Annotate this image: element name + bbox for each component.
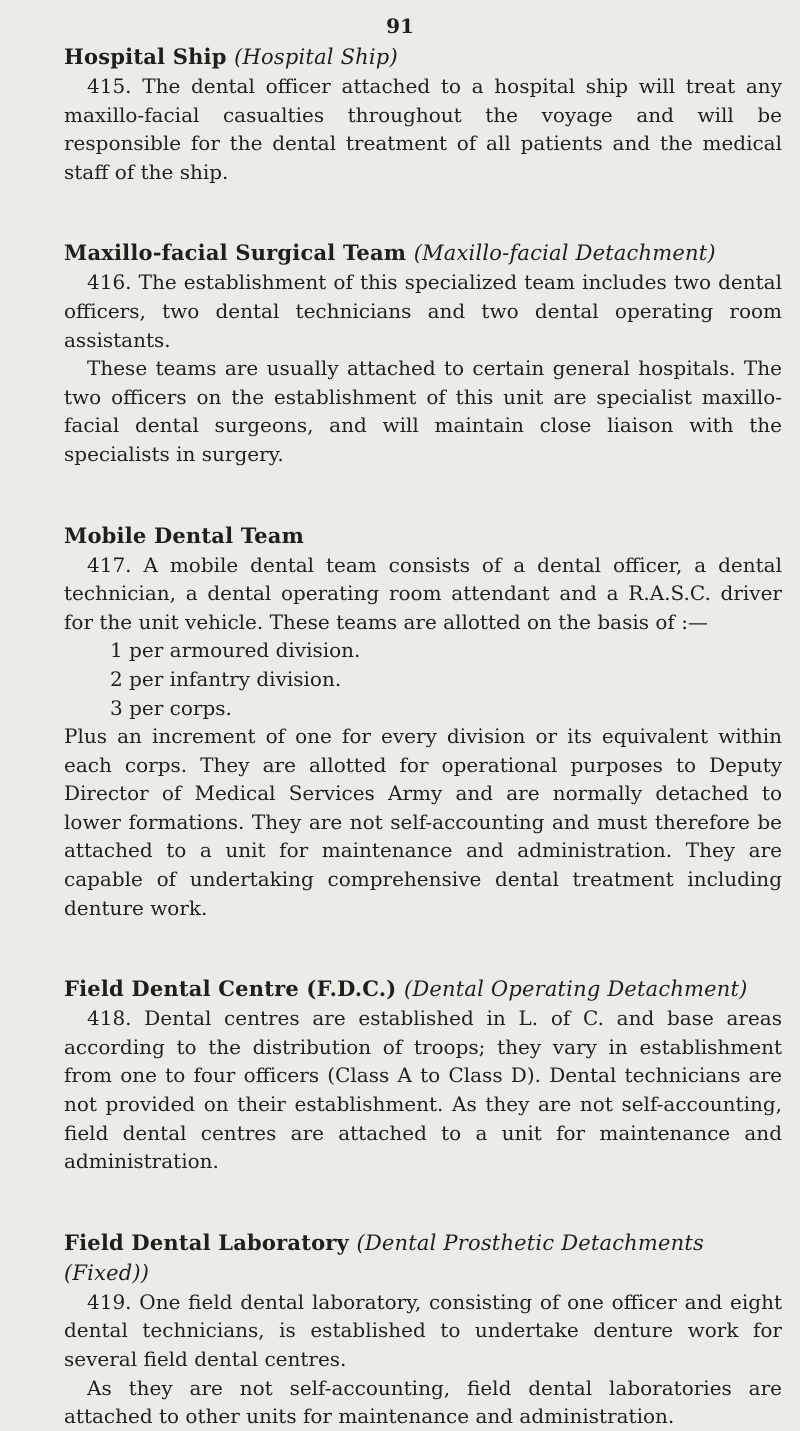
section-field-dental-centre — [64, 974, 782, 1176]
section-subtitle: (Dental Prosthetic Detachments (Fixed)) — [64, 1230, 704, 1285]
page-number: 91 — [386, 14, 414, 38]
paragraph: 417. A mobile dental team consists of a dental officer, a dental technician, a dental operating room attendant and a R.A.S.C. driver for the unit vehicle. These teams are allotted on the basis of :— — [64, 552, 782, 634]
section-title: Field Dental Laboratory — [64, 1229, 349, 1255]
section-hospital-ship — [64, 42, 782, 186]
section-heading — [64, 521, 782, 551]
list-item: 3 per corps. — [110, 695, 232, 720]
list-item: 2 per infantry division. — [110, 666, 342, 691]
paragraph: These teams are usually attached to certain general hospitals. The two officers on the establishment of this unit are specialist maxillo-facial dental surgeons, and will maintain close liaison with the specialists in surgery. — [64, 356, 782, 466]
list-item: 1 per armoured division. — [110, 638, 361, 663]
paragraph: 416. The establishment of this specialized team includes two dental officers, two dental technicians and two dental operating room assistants. — [64, 270, 782, 352]
section-heading — [64, 1228, 782, 1288]
paragraph: 415. The dental officer attached to a hospital ship will treat any maxillo-facial casualties throughout the voyage and will be responsible for the dental treatment of all patients and the medical staff of the ship. — [64, 74, 782, 184]
paragraph: As they are not self-accounting, field dental laboratories are attached to other units for maintenance and administration. — [64, 1375, 782, 1429]
document-body — [64, 42, 782, 1431]
section-field-dental-laboratory — [64, 1228, 782, 1431]
section-title: Hospital Ship — [64, 44, 227, 69]
paragraph: 419. One field dental laboratory, consisting of one officer and eight dental technicians, is established to undertake denture work for several field dental centres. — [64, 1289, 782, 1371]
paragraph: Plus an increment of one for every division or its equivalent within each corps. They are allotted for operational purposes to Deputy Director of Medical Services Army and are normally detached to lower formations. They are not self-accounting and must therefore be attached to a unit for maintenance and administration. They are capable of undertaking comprehensive dental treatment including denture work. — [64, 724, 782, 920]
section-mobile-dental-team — [64, 521, 782, 923]
paragraph: 418. Dental centres are established in L. of C. and base areas according to the distribution of troops; they vary in establishment from one to four officers (Class A to Class D). Dental technicians are not provided on their establishment. As they are not self-accounting, field dental centres are attached to a unit for maintenance and administration. — [64, 1006, 782, 1174]
section-maxillo-facial-team — [64, 238, 782, 468]
section-heading — [64, 238, 782, 268]
section-subtitle: (Maxillo-facial Detachment) — [413, 241, 716, 266]
section-title: Maxillo-facial Surgical Team — [64, 240, 407, 266]
section-subtitle: (Dental Operating Detachment) — [403, 977, 748, 1002]
section-title: Field Dental Centre (F.D.C.) — [64, 976, 397, 1002]
section-title: Mobile Dental Team — [64, 522, 305, 548]
section-heading — [64, 974, 782, 1004]
allotment-list — [64, 636, 782, 722]
section-heading — [64, 42, 782, 72]
section-subtitle: (Hospital Ship) — [234, 45, 398, 69]
